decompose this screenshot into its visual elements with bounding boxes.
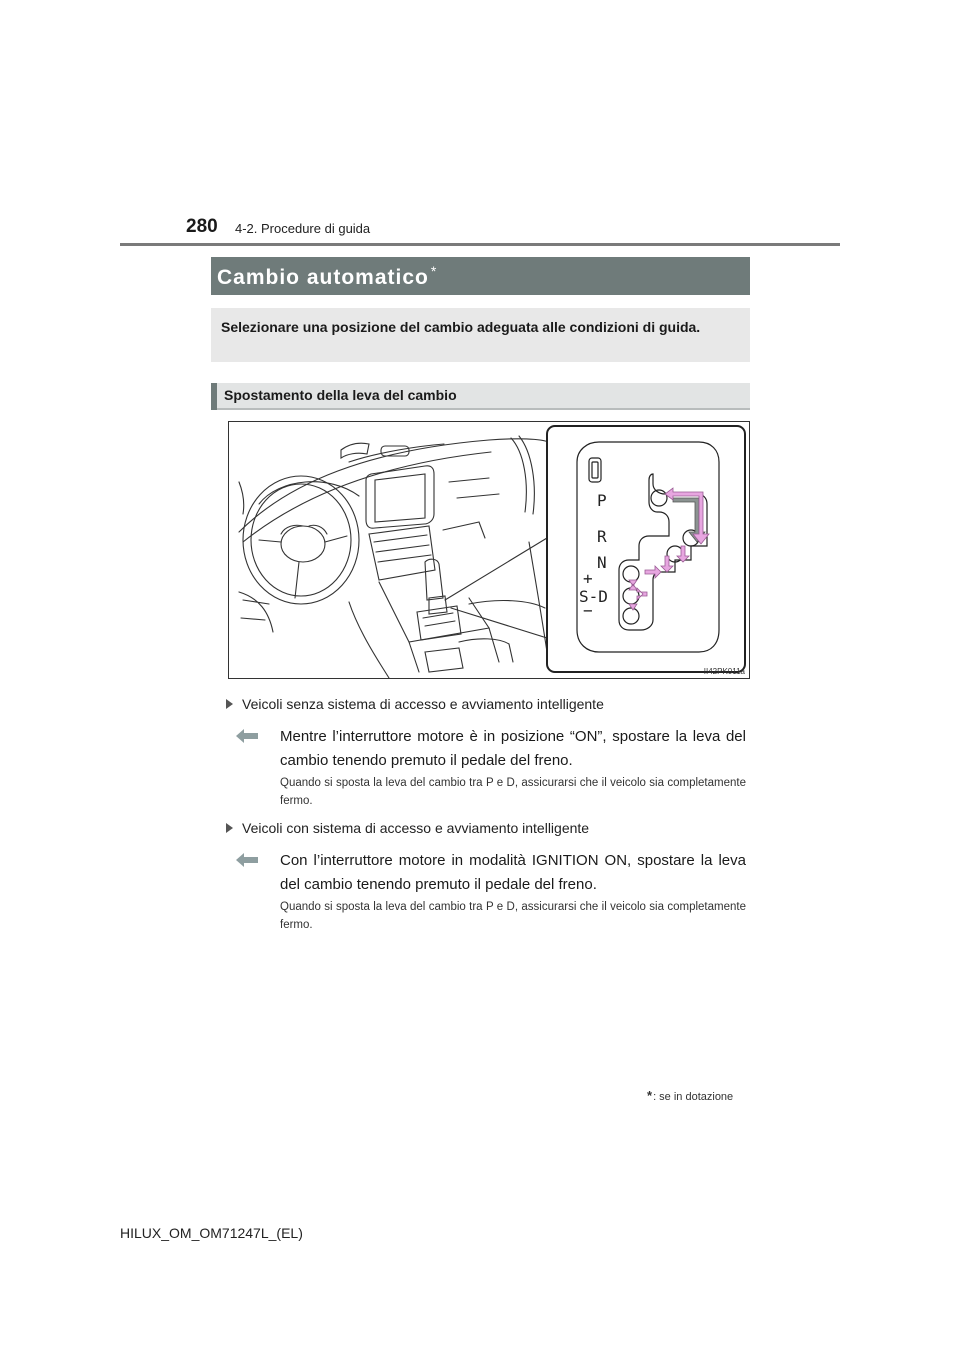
- section-reference: 4-2. Procedure di guida: [235, 221, 371, 236]
- header-divider: [120, 243, 840, 246]
- footnote-text: : se in dotazione: [653, 1091, 734, 1103]
- gate-label-r: R: [597, 527, 607, 546]
- case-text-1: Veicoli senza sistema di accesso e avviamento intelligente: [242, 696, 604, 712]
- figure-id: II42PK011a: [703, 667, 745, 676]
- optional-equipment-star: *: [430, 263, 438, 279]
- subheading-accent: [211, 383, 217, 410]
- dashboard-drawing: [229, 422, 749, 678]
- gate-label-minus: −: [583, 601, 593, 620]
- case-heading-1: [226, 696, 604, 712]
- subheading-bar: [211, 383, 750, 410]
- page-title-text: Cambio automatico: [217, 266, 429, 289]
- page-number: 280: [186, 216, 218, 237]
- gate-label-p: P: [597, 491, 607, 510]
- subheading-text: Spostamento della leva del cambio: [224, 387, 457, 403]
- shift-lever-illustration: [228, 421, 750, 679]
- note-2: Quando si sposta la leva del cambio tra P e D, assicurarsi che il veicolo sia completamente fermo.: [280, 901, 746, 931]
- title-bar: [211, 257, 750, 295]
- case-text-2: Veicoli con sistema di accesso e avviamento intelligente: [242, 820, 590, 836]
- page-title: [217, 263, 437, 290]
- intro-text: Selezionare una posizione del cambio adeguata alle condizioni di guida.: [221, 319, 701, 335]
- instruction-2: Con l’interruttore motore in modalità IGNITION ON, spostare la leva del cambio tenendo premuto il pedale del freno.: [280, 852, 746, 893]
- triangle-bullet-icon: [226, 699, 233, 709]
- gate-label-n: N: [597, 553, 607, 572]
- document-code: HILUX_OM_OM71247L_(EL): [120, 1225, 303, 1241]
- footnote-star-icon: *: [647, 1088, 653, 1103]
- triangle-bullet-icon: [226, 823, 233, 833]
- case-heading-2: [226, 820, 589, 836]
- intro-box: [211, 308, 750, 362]
- left-arrow-icon: [236, 729, 258, 743]
- footnote: [647, 1088, 733, 1103]
- instruction-1: Mentre l’interruttore motore è in posizione “ON”, spostare la leva del cambio tenendo premuto il pedale del freno.: [280, 728, 746, 769]
- gate-label-sd: S-D: [579, 587, 608, 606]
- left-arrow-icon: [236, 853, 258, 867]
- note-1: Quando si sposta la leva del cambio tra P e D, assicurarsi che il veicolo sia completamente fermo.: [280, 777, 746, 807]
- gate-label-plus: +: [583, 569, 593, 588]
